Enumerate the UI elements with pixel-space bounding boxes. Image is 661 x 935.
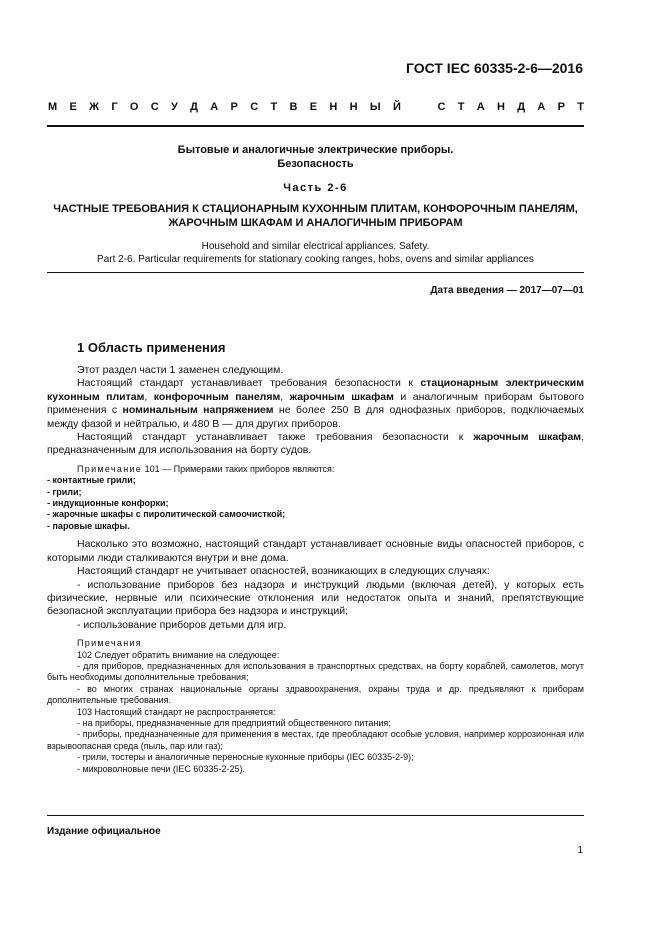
list-item: - жарочные шкафы с пиролитической самоочисткой;	[47, 509, 286, 520]
note-text: 101 — Примерами таких приборов являются:	[142, 463, 335, 474]
text: , предназначенным для использования на борту судов.	[47, 431, 584, 457]
title-rule	[47, 272, 584, 273]
note-102-item-1: - для приборов, предназначенных для использования в транспортных средствах, на борту кораблей, самолетов, могут быть необходимы дополнительные требования;	[47, 660, 584, 683]
document-code: ГОСТ IEC 60335-2-6—2016	[405, 60, 583, 76]
paragraph-5-item-1: - использование приборов без надзора и инструкций людьми (включая детей), у которых есть физические, нервные или психические отклонения или недостаток опыта и знаний, препятствующие безопасной эксплуатации прибора без надзора и инструкций;	[47, 578, 584, 618]
heading-letter: Д	[517, 101, 526, 113]
main-title-line-2: ЖАРОЧНЫМ ШКАФАМ И АНАЛОГИЧНЫМ ПРИБОРАМ	[168, 217, 463, 229]
heading-letter: Е	[309, 101, 318, 113]
main-title-line-1: ЧАСТНЫЕ ТРЕБОВАНИЯ К СТАЦИОНАРНЫМ КУХОННЫМ ПЛИТАМ, КОНФОРОЧНЫМ ПАНЕЛЯМ,	[53, 203, 578, 215]
text: Настоящий стандарт устанавливает также требования безопасности к	[77, 431, 474, 444]
list-item: - контактные грили;	[47, 475, 136, 486]
heading-letter: А	[476, 101, 485, 113]
heading-letter: Р	[557, 101, 565, 113]
heading-letter: Г	[111, 101, 118, 113]
section-body	[47, 364, 584, 775]
english-title-line-1: Household and similar electrical appliances. Safety.	[201, 241, 430, 252]
notes-102-103	[47, 638, 584, 775]
note-102-item-2: - во многих странах национальные органы здравоохранения, охраны труда и др. предъявляют к приборам дополнительные требования.	[47, 683, 584, 706]
heading-letter: Р	[230, 101, 238, 113]
list-item: - грили;	[47, 486, 82, 497]
heading-letter: С	[437, 101, 446, 113]
paragraph-3	[47, 431, 584, 458]
heading-letter: Н	[349, 101, 358, 113]
term: жарочным шкафам	[289, 390, 394, 403]
paragraph-5: Настоящий стандарт не учитывает опасностей, возникающих в следующих случаях:	[77, 565, 490, 578]
heading-letter: С	[150, 101, 159, 113]
russian-title-line-1: Бытовые и аналогичные электрические приборы.	[177, 144, 454, 156]
list-item: - индукционные конфорки;	[47, 498, 169, 509]
heading-letter: С	[250, 101, 259, 113]
note-103-item-1: - на приборы, предназначенные для предприятий общественного питания;	[77, 717, 391, 728]
heading-letter: Т	[270, 101, 278, 113]
note-103-item-2: - приборы, предназначенные для применения в местах, где преобладают особые условия, например коррозионная или взрывоопасная среда (пыль, пар или газ);	[47, 729, 584, 751]
part-label: Часть 2-6	[283, 182, 348, 194]
official-edition-label: Издание официальное	[47, 826, 161, 837]
heading-letter: Д	[190, 101, 198, 113]
heading-letter: Й	[392, 101, 401, 113]
header-rule	[47, 125, 584, 127]
text: не более 250 В для однофазных приборов, подключаемых между фазой и нейтралью, и 480 В — для других приборов.	[47, 404, 585, 430]
russian-title	[47, 143, 584, 171]
heading-letter: Н	[496, 101, 505, 113]
introduction-date: Дата введения — 2017—07—01	[430, 285, 584, 296]
text: и аналогичным приборам бытового применения с	[47, 390, 584, 417]
text: ,	[280, 390, 290, 403]
paragraph-5-item-2: - использование приборов детьми для игр.	[77, 618, 287, 631]
note-102: 102 Следует обратить внимание на следующее:	[77, 649, 280, 660]
english-title	[47, 240, 584, 266]
heading-letter: А	[210, 101, 219, 113]
main-title	[47, 202, 584, 230]
paragraph-1: Этот раздел части 1 заменен следующим.	[77, 364, 284, 376]
note-103: 103 Настоящий стандарт не распространяется:	[77, 706, 276, 717]
paragraph-4: Насколько это возможно, настоящий стандарт устанавливает основные виды опасностей приборов, с которыми люди сталкиваются внутри и вне дома.	[47, 538, 584, 564]
text: ,	[144, 390, 154, 403]
page-number: 1	[577, 845, 583, 856]
interstate-standard-heading	[48, 101, 584, 113]
text: Настоящий стандарт устанавливает требования безопасности к	[77, 377, 421, 390]
heading-letter: А	[537, 101, 546, 113]
notes-label: Примечания	[77, 638, 142, 649]
heading-letter	[413, 101, 425, 113]
section-title: 1 Область применения	[77, 340, 226, 355]
heading-letter: У	[171, 101, 178, 113]
heading-letter: В	[289, 101, 298, 113]
russian-title-line-2: Безопасность	[277, 158, 354, 170]
heading-letter: М	[48, 101, 58, 113]
paragraph-2	[47, 377, 584, 431]
note-103-item-3: - грили, тостеры и аналогичные переносные кухонные приборы (IEC 60335-2-9);	[77, 752, 414, 763]
footer-rule	[47, 815, 584, 816]
term: конфорочным панелям	[153, 390, 281, 403]
list-item: - паровые шкафы.	[47, 520, 130, 531]
heading-letter: Н	[329, 101, 338, 113]
heading-letter: Ы	[369, 101, 381, 113]
term: жарочным шкафам	[473, 431, 582, 444]
heading-letter: Т	[457, 101, 465, 113]
english-title-line-2: Part 2-6. Particular requirements for stationary cooking ranges, hobs, ovens and similar appliances	[97, 254, 534, 265]
note-label: Примечание	[77, 463, 143, 474]
heading-letter: Е	[69, 101, 77, 113]
heading-letter: О	[129, 101, 139, 113]
heading-letter: Ж	[89, 101, 100, 113]
note-103-item-4: - микроволновые печи (IEC 60335-2-25).	[77, 763, 245, 774]
note-101	[47, 464, 584, 532]
heading-letter: Т	[577, 101, 584, 113]
term: номинальным напряжением	[122, 404, 274, 417]
term: стационарным электрическим кухонным плитам	[47, 377, 584, 403]
